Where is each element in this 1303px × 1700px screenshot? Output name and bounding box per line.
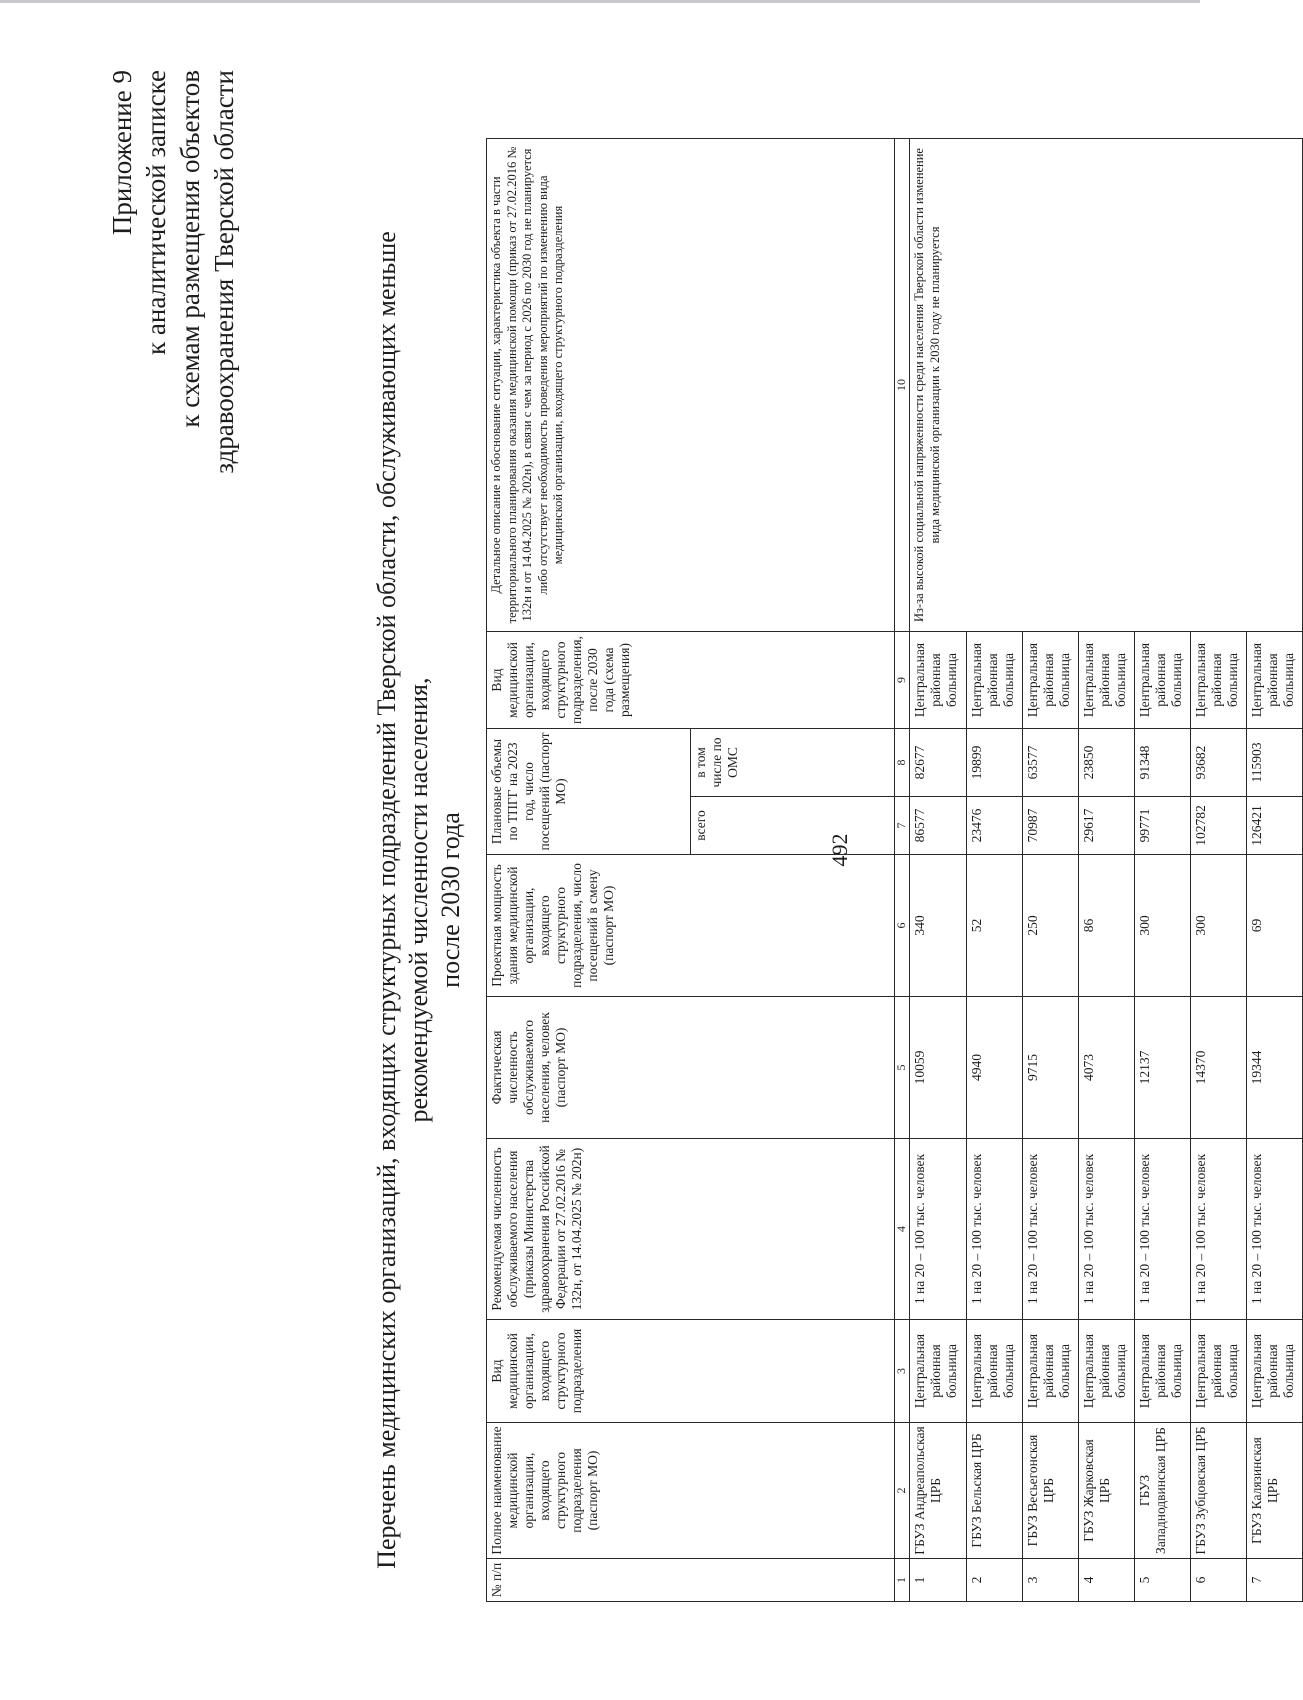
row-org-name: ГБУЗ Весьегонская ЦРБ [1023,1423,1079,1559]
row-capacity: 340 [910,855,967,997]
row-oms-visits: 115903 [1247,729,1303,797]
column-number: 9 [895,632,910,729]
header-detailed-description [487,139,895,632]
header-planned-volumes: Плановые объемы по ТПГГ на 2023 год, число посещений (паспорт МО) [487,729,691,855]
row-org-name: ГБУЗ Андреапольская ЦРБ [910,1423,967,1559]
organizations-table [486,138,1303,1602]
annex-line-1: Приложение 9 [107,70,137,236]
column-number: 10 [895,139,910,632]
row-oms-visits: 91348 [1135,729,1191,797]
row-capacity: 69 [1247,855,1303,997]
column-number: 8 [895,729,910,797]
row-org-type: Центральная районная больница [1247,1320,1303,1423]
column-number: 5 [895,997,910,1139]
row-org-type-after: Центральная районная больница [1135,632,1191,729]
row-number: 2 [967,1559,1023,1602]
row-recommended: 1 на 20 – 100 тыс. человек [1135,1139,1191,1320]
row-org-name: ГБУЗ Калязинская ЦРБ [1247,1423,1303,1559]
table-row [910,139,967,1602]
annex-line-3: к схемам размещения объектов [175,70,205,428]
header-oms: в том числе по ОМС [691,729,895,797]
row-org-type: Центральная районная больница [1191,1320,1247,1423]
row-actual-population: 10059 [910,997,967,1139]
annex-line-4: здравоохранения Тверской области [209,70,239,474]
row-recommended: 1 на 20 – 100 тыс. человек [1079,1139,1135,1320]
row-org-type-after: Центральная районная больница [910,632,967,729]
row-org-name: ГБУЗ Жарковская ЦРБ [1079,1423,1135,1559]
header-org-type: Вид медицинской организации, входящего структурного подразделения [487,1320,895,1423]
header-total: всего [691,797,895,855]
row-org-type: Центральная районная больница [1135,1320,1191,1423]
row-recommended: 1 на 20 – 100 тыс. человек [1191,1139,1247,1320]
row-recommended: 1 на 20 – 100 тыс. человек [910,1139,967,1320]
header-recommended-population: Рекомендуемая численность обслуживаемого населения (приказы Министерства здравоохранения Российской Федерации от 27.02.2016 № 132н, от 14.04.2025 № 202н) [487,1139,895,1320]
row-number: 6 [1191,1559,1247,1602]
row-recommended: 1 на 20 – 100 тыс. человек [1247,1139,1303,1320]
row-org-name: ГБУЗ Бельская ЦРБ [967,1423,1023,1559]
header-number: № п/п [487,1559,895,1602]
column-number: 1 [895,1559,910,1602]
title-line-3: после 2030 года [436,812,465,988]
header-design-capacity: Проектная мощность здания медицинской организации, входящего структурного подразделения, число посещений в смену (паспорт МО) [487,855,895,997]
row-org-type-after: Центральная районная больница [967,632,1023,729]
row-oms-visits: 82677 [910,729,967,797]
row-total-visits: 126421 [1247,797,1303,855]
row-actual-population: 19344 [1247,997,1303,1139]
row-org-type: Центральная районная больница [1079,1320,1135,1423]
row-actual-population: 14370 [1191,997,1247,1139]
row-capacity: 300 [1191,855,1247,997]
row-oms-visits: 63577 [1023,729,1079,797]
row-number: 5 [1135,1559,1191,1602]
merged-reason-cell: Из-за высокой социальной напряженности среди населения Тверской области изменение вида медицинской организации к 2030 году не планируется [910,139,1303,632]
column-number: 7 [895,797,910,855]
page-number: 492 [827,833,852,867]
row-org-type-after: Центральная районная больница [1023,632,1079,729]
header-full-name: Полное наименование медицинской организации, входящего структурного подразделения (паспорт МО) [487,1423,895,1559]
row-org-type: Центральная районная больница [1023,1320,1079,1423]
annex-header [105,70,241,510]
row-total-visits: 86577 [910,797,967,855]
row-recommended: 1 на 20 – 100 тыс. человек [967,1139,1023,1320]
header-org-type-after-2030: Вид медицинской организации, входящего структурного подразделения, после 2030 года (схема размещения) [487,632,895,729]
row-actual-population: 4940 [967,997,1023,1139]
title-line-2: рекомендуемой численности населения, [404,677,433,1123]
row-actual-population: 12137 [1135,997,1191,1139]
header-actual-population: Фактическая численность обслуживаемого населения, человек (паспорт МО) [487,997,895,1139]
row-org-type: Центральная районная больница [967,1320,1023,1423]
row-org-name: ГБУЗ Зубцовская ЦРБ [1191,1423,1247,1559]
row-oms-visits: 93682 [1191,729,1247,797]
document-title [371,200,467,1600]
row-org-type-after: Центральная районная больница [1079,632,1135,729]
row-recommended: 1 на 20 – 100 тыс. человек [1023,1139,1079,1320]
row-total-visits: 70987 [1023,797,1079,855]
row-org-type-after: Центральная районная больница [1247,632,1303,729]
row-oms-visits: 23850 [1079,729,1135,797]
row-total-visits: 99771 [1135,797,1191,855]
row-capacity: 52 [967,855,1023,997]
annex-line-2: к аналитической записке [141,70,171,355]
row-number: 1 [910,1559,967,1602]
row-org-type: Центральная районная больница [910,1320,967,1423]
row-org-name: ГБУЗ Западнодвинская ЦРБ [1135,1423,1191,1559]
row-capacity: 86 [1079,855,1135,997]
column-number: 3 [895,1320,910,1423]
row-capacity: 300 [1135,855,1191,997]
row-number: 3 [1023,1559,1079,1602]
column-number: 2 [895,1423,910,1559]
column-number: 6 [895,855,910,997]
row-total-visits: 29617 [1079,797,1135,855]
row-total-visits: 23476 [967,797,1023,855]
row-actual-population: 9715 [1023,997,1079,1139]
table-header-row [487,139,691,1602]
row-number: 7 [1247,1559,1303,1602]
row-org-type-after: Центральная районная больница [1191,632,1247,729]
column-number: 4 [895,1139,910,1320]
row-number: 4 [1079,1559,1135,1602]
row-capacity: 250 [1023,855,1079,997]
column-number-row [895,139,910,1602]
title-line-1: Перечень медицинских организаций, входящих структурных подразделений Тверской области, обслуживающих меньше [372,231,401,1569]
row-actual-population: 4073 [1079,997,1135,1139]
row-oms-visits: 19899 [967,729,1023,797]
header-description-text: Детальное описание и обоснование ситуации, характеристика объекта в части территориального планирования оказания медицинской помощи (приказ от 27.02.2016 № 132н и от 14.04.2025 № 202н), в связи с чем за период с 2026 по 2030 год не планируется либо отсутствует необходимость проведения мероприятий по изменению вида медицинской организации, входящего структурного подразделения [489,146,565,624]
row-total-visits: 102782 [1191,797,1247,855]
